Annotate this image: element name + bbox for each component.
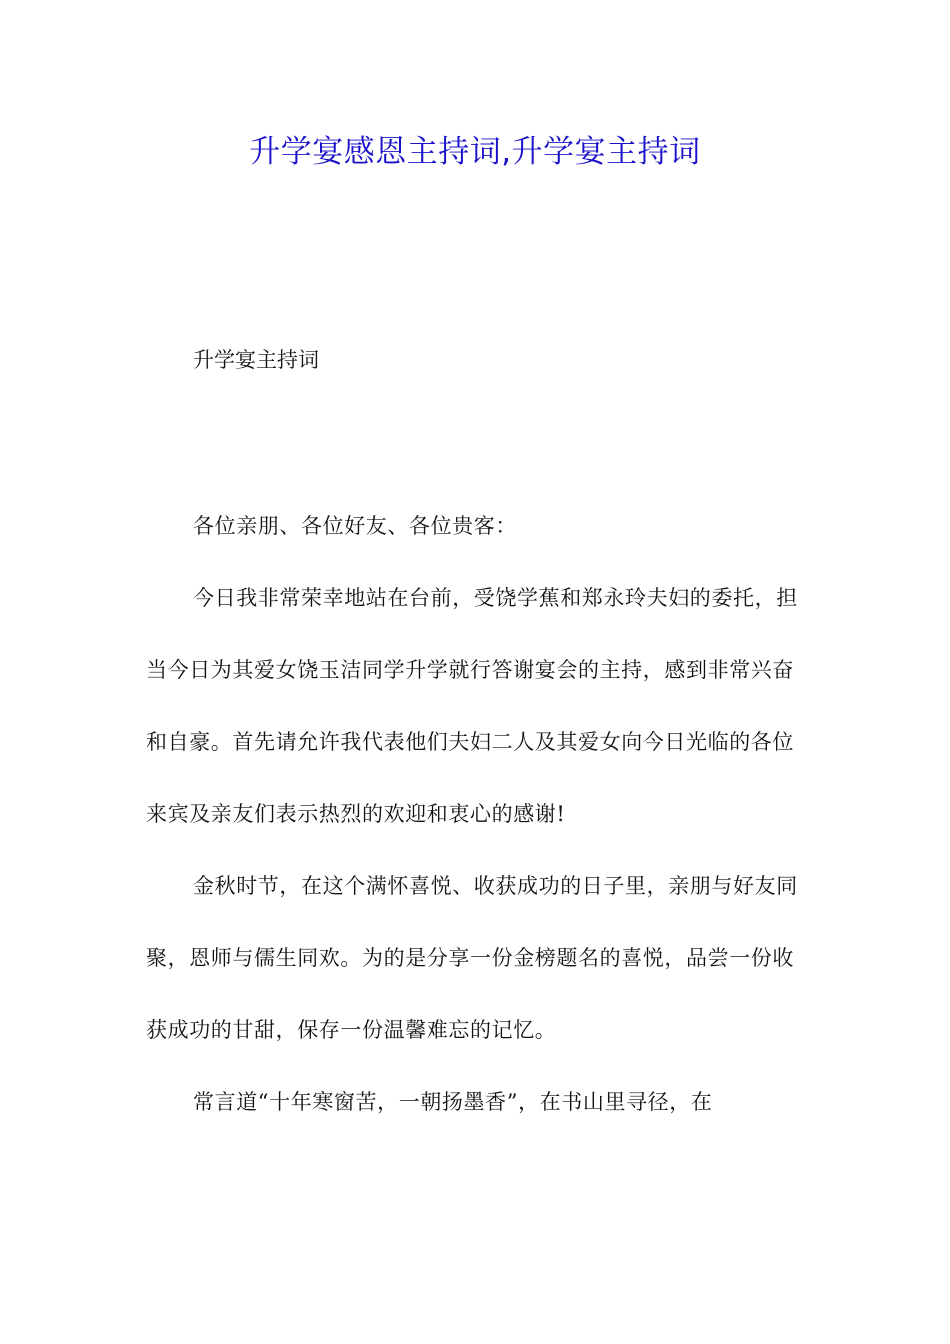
paragraph-intro: 今日我非常荣幸地站在台前，受饶学蕉和郑永玲夫妇的委托，担当今日为其爱女饶玉洁同学升学就行答谢宴会的主持，感到非常兴奋和自豪。首先请允许我代表他们夫妇二人及其爱女向今日光临的各位来宾及亲友们表示热烈的欢迎和衷心的感谢! (146, 586, 798, 826)
paragraph-greeting: 各位亲朋、各位好友、各位贵客： (193, 514, 517, 538)
page-title: 升学宴感恩主持词,升学宴主持词 (249, 134, 701, 170)
document-subtitle: 升学宴主持词 (193, 348, 319, 372)
paragraph-autumn: 金秋时节，在这个满怀喜悦、收获成功的日子里，亲朋与好友同聚，恩师与儒生同欢。为的是分享一份金榜题名的喜悦，品尝一份收获成功的甘甜，保存一份温馨难忘的记忆。 (146, 874, 798, 1042)
paragraph-saying: 常言道“十年寒窗苦，一朝扬墨香”，在书山里寻径，在 (193, 1090, 713, 1114)
document-body (146, 490, 806, 1138)
